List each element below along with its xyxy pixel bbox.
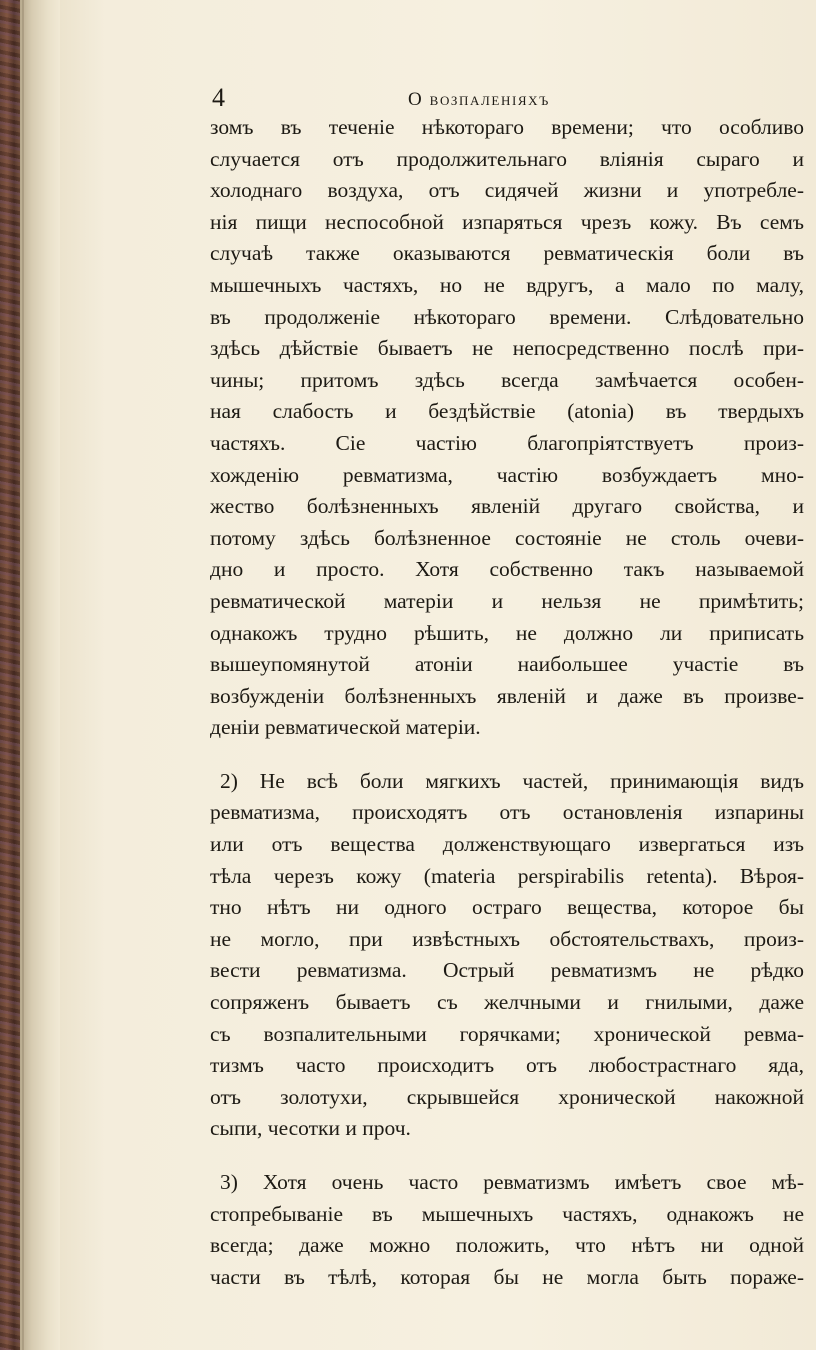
text-line: дно и просто. Хотя собственно такъ называемой [210, 557, 804, 582]
paragraph-gap [210, 1145, 804, 1167]
text-line: стопребываніе въ мышечныхъ частяхъ, однакожъ не [210, 1201, 804, 1226]
text-line: здѣсь дѣйствіе бываетъ не непосредственно послѣ при- [210, 336, 804, 361]
text-line: тно нѣтъ ни одного остраго вещества, которое бы [210, 895, 804, 920]
text-line: всегда; даже можно положить, что нѣтъ ни одной [210, 1233, 804, 1258]
text-line: 3) Хотя очень часто ревматизмъ имѣетъ свое мѣ- [220, 1170, 804, 1194]
text-line: отъ золотухи, скрывшейся хронической накожной [210, 1084, 804, 1109]
text-line: или отъ вещества долженствующаго извергаться изъ [210, 832, 804, 857]
text-line: сопряженъ бываетъ съ желчными и гнилыми, даже [210, 990, 804, 1015]
text-line: случается отъ продолжительнаго вліянія сыраго и [210, 146, 804, 171]
text-line: однакожъ трудно рѣшить, не должно ли приписать [210, 620, 804, 645]
gutter-line [22, 0, 24, 1350]
text-line: хожденію ревматизма, частію возбуждаетъ мно- [210, 462, 804, 487]
text-line: 2) Не всѣ боли мягкихъ частей, принимающія видъ [220, 768, 804, 793]
text-line: возбужденіи болѣзненныхъ явленій и даже въ произве- [210, 683, 804, 708]
text-line: ревматической матеріи и нельзя не примѣтить; [210, 588, 804, 613]
text-line: части въ тѣлѣ, которая бы не могла быть пораже- [210, 1264, 804, 1289]
text-line: мышечныхъ частяхъ, но не вдругъ, а мало по малу, [210, 272, 804, 297]
text-line: тизмъ часто происходитъ отъ любострастнаго яда, [210, 1053, 804, 1078]
paragraph [210, 766, 804, 1145]
text-line: потому здѣсь болѣзненное состояніе не столь очеви- [210, 525, 804, 550]
paragraph [210, 1167, 804, 1293]
text-line: холоднаго воздуха, отъ сидячей жизни и употребле- [210, 178, 804, 203]
running-title: О возпаленіяхъ [408, 89, 550, 110]
text-line: ревматизма, происходятъ отъ остановленія изпарины [210, 800, 804, 825]
text-line: съ возпалительными горячками; хронической ревма- [210, 1021, 804, 1046]
text-line: деніи ревматической матеріи. [210, 715, 481, 740]
text-line: не могло, при извѣстныхъ обстоятельствахъ, произ- [210, 926, 804, 951]
text-line: жество болѣзненныхъ явленій другаго свойства, и [210, 494, 804, 519]
text-line: тѣла черезъ кожу (materia perspirabilis retenta). Вѣроя- [210, 863, 804, 888]
paragraph [210, 112, 804, 744]
text-line: зомъ въ теченіе нѣкотораго времени; что особливо [210, 115, 804, 139]
paragraph-gap [210, 744, 804, 766]
text-line: вести ревматизма. Острый ревматизмъ не рѣдко [210, 958, 804, 983]
text-line: сыпи, чесотки и проч. [210, 1116, 411, 1141]
page-header [0, 80, 816, 116]
text-line: нія пищи неспособной изпаряться чрезъ кожу. Въ семъ [210, 209, 804, 234]
text-line: случаѣ также оказываются ревматическія боли въ [210, 241, 804, 266]
text-line: вышеупомянутой атоніи наибольшее участіе въ [210, 652, 804, 677]
text-line: ная слабость и бездѣйствіе (atonia) въ твердыхъ [210, 399, 804, 424]
text-line: чины; притомъ здѣсь всегда замѣчается особен- [210, 367, 804, 392]
marbled-binding-texture [0, 0, 20, 1350]
body-text [210, 112, 804, 1293]
text-line: частяхъ. Сіе частію благопріятствуетъ произ- [210, 430, 804, 455]
page-gutter-shadow [20, 0, 60, 1350]
page-number: 4 [212, 83, 225, 112]
text-line: въ продолженіе нѣкотораго времени. Слѣдовательно [210, 304, 804, 329]
